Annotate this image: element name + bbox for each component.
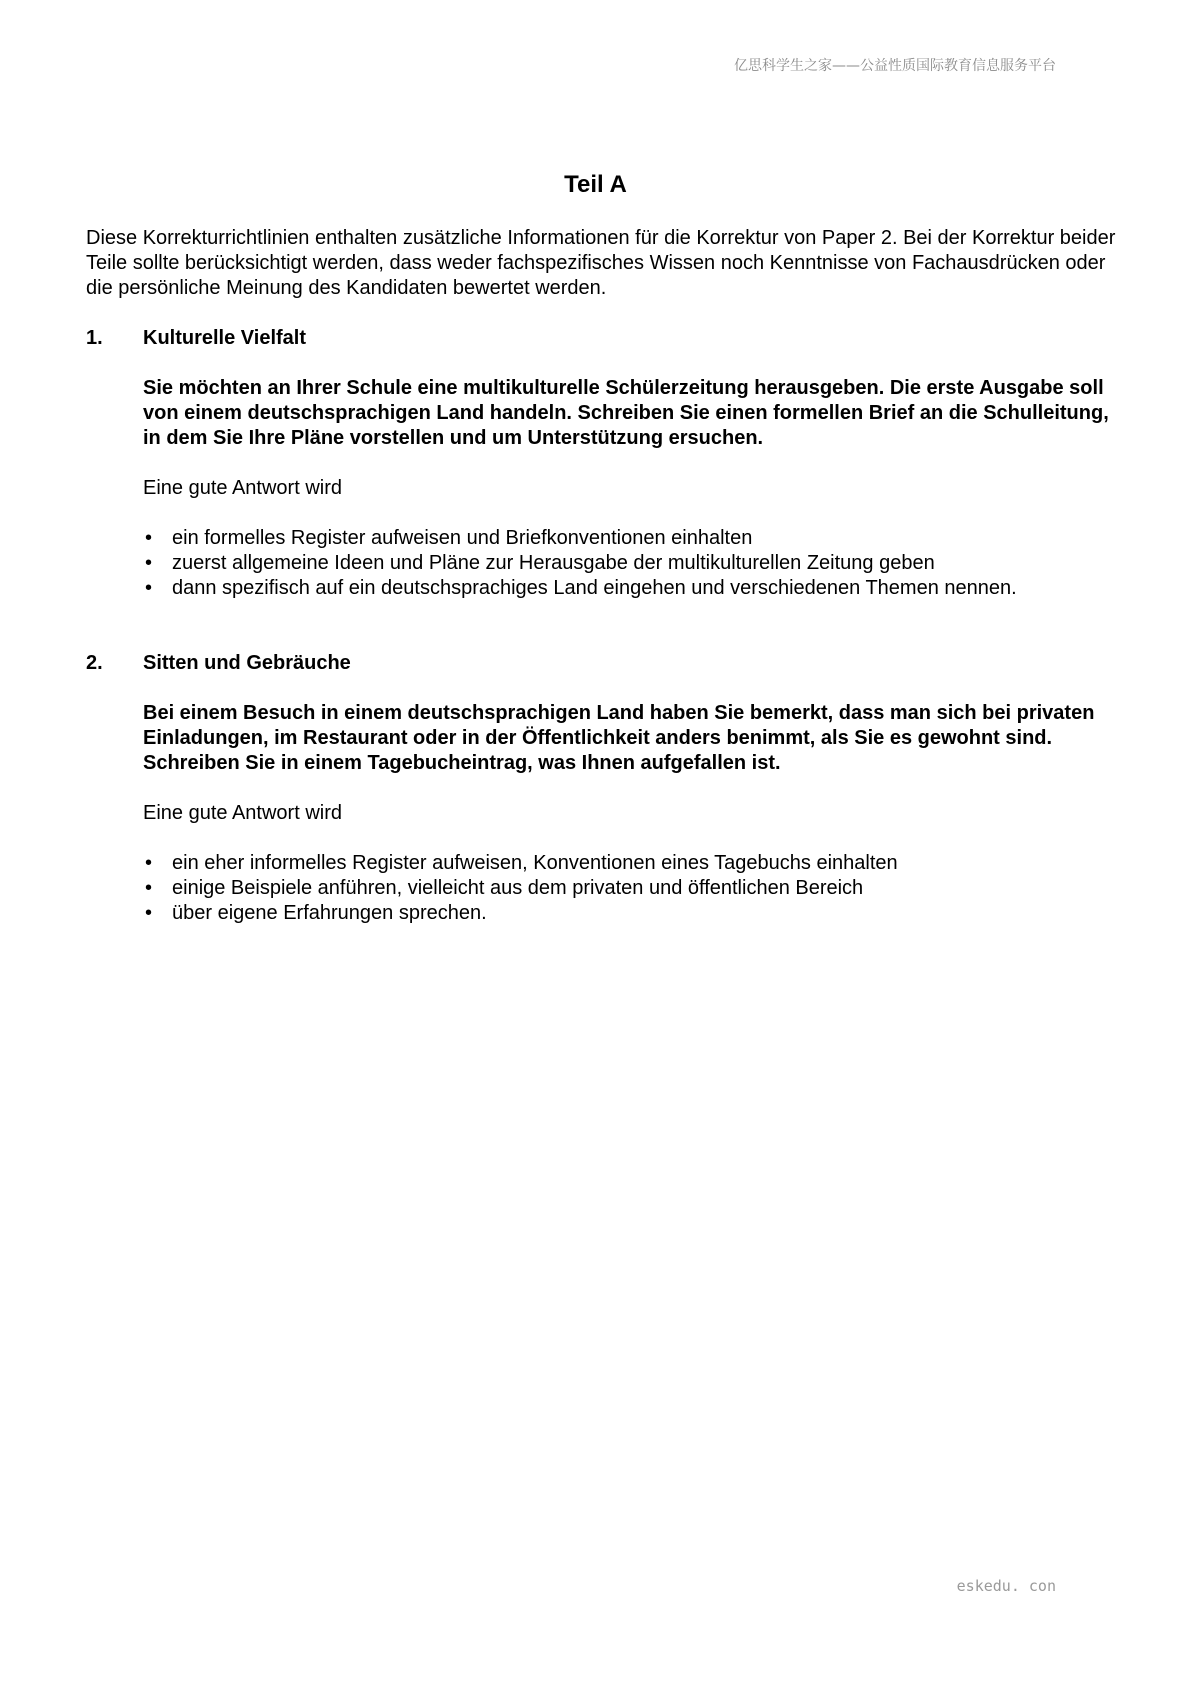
list-item	[143, 551, 1116, 576]
section-heading	[86, 326, 1116, 351]
list-item	[143, 851, 1116, 876]
list-item	[143, 901, 1116, 926]
footer-watermark: eskedu. con	[956, 1577, 1056, 1595]
list-item-text: einige Beispiele anführen, vielleicht aus dem privaten und öffentlichen Bereich	[172, 877, 864, 899]
section-1	[86, 326, 1116, 601]
document-body	[86, 226, 1116, 926]
list-item-text: dann spezifisch auf ein deutschsprachiges Land eingehen und verschiedenen Themen nennen.	[172, 577, 1017, 599]
answer-intro: Eine gute Antwort wird	[143, 802, 342, 824]
section-number: 2.	[86, 652, 103, 674]
list-item-text: ein formelles Register aufweisen und Briefkonventionen einhalten	[172, 527, 753, 549]
header-watermark: 亿思科学生之家——公益性质国际教育信息服务平台	[734, 58, 1056, 74]
list-item-text: zuerst allgemeine Ideen und Pläne zur Herausgabe der multikulturellen Zeitung geben	[172, 552, 935, 574]
section-2	[86, 651, 1116, 926]
criteria-list	[143, 851, 1116, 926]
section-title: Sitten und Gebräuche	[143, 652, 351, 674]
bullet-icon: •	[145, 527, 153, 549]
bullet-icon: •	[145, 877, 153, 899]
page-title: Teil A	[564, 171, 627, 198]
intro-paragraph: Diese Korrekturrichtlinien enthalten zusätzliche Informationen für die Korrektur von Paper 2. Bei der Korrektur beider Teile sollte berücksichtigt werden, dass weder fachspezifisches Wissen noch Kenntnisse von Fachausdrücken oder die persönliche Meinung des Kandidaten bewertet werden.	[86, 227, 1116, 299]
section-heading	[86, 651, 1116, 676]
bullet-icon: •	[145, 852, 153, 874]
list-item-text: ein eher informelles Register aufweisen, Konventionen eines Tagebuchs einhalten	[172, 852, 898, 874]
task-prompt: Bei einem Besuch in einem deutschsprachigen Land haben Sie bemerkt, dass man sich bei privaten Einladungen, im Restaurant oder in der Öffentlichkeit anders benimmt, als Sie es gewohnt sind. Schreiben Sie in einem Tagebucheintrag, was Ihnen aufgefallen ist.	[143, 702, 1095, 774]
answer-intro: Eine gute Antwort wird	[143, 477, 342, 499]
criteria-list	[143, 526, 1116, 601]
section-body	[143, 701, 1116, 926]
bullet-icon: •	[145, 552, 153, 574]
task-prompt: Sie möchten an Ihrer Schule eine multikulturelle Schülerzeitung herausgeben. Die erste Ausgabe soll von einem deutschsprachigen Land handeln. Schreiben Sie einen formellen Brief an die Schulleitung, in dem Sie Ihre Pläne vorstellen und um Unterstützung ersuchen.	[143, 377, 1109, 449]
list-item-text: über eigene Erfahrungen sprechen.	[172, 902, 487, 924]
list-item	[143, 576, 1116, 601]
section-title: Kulturelle Vielfalt	[143, 327, 307, 349]
bullet-icon: •	[145, 902, 153, 924]
list-item	[143, 876, 1116, 901]
section-body	[143, 376, 1116, 601]
bullet-icon: •	[145, 577, 153, 599]
section-number: 1.	[86, 327, 103, 349]
list-item	[143, 526, 1116, 551]
